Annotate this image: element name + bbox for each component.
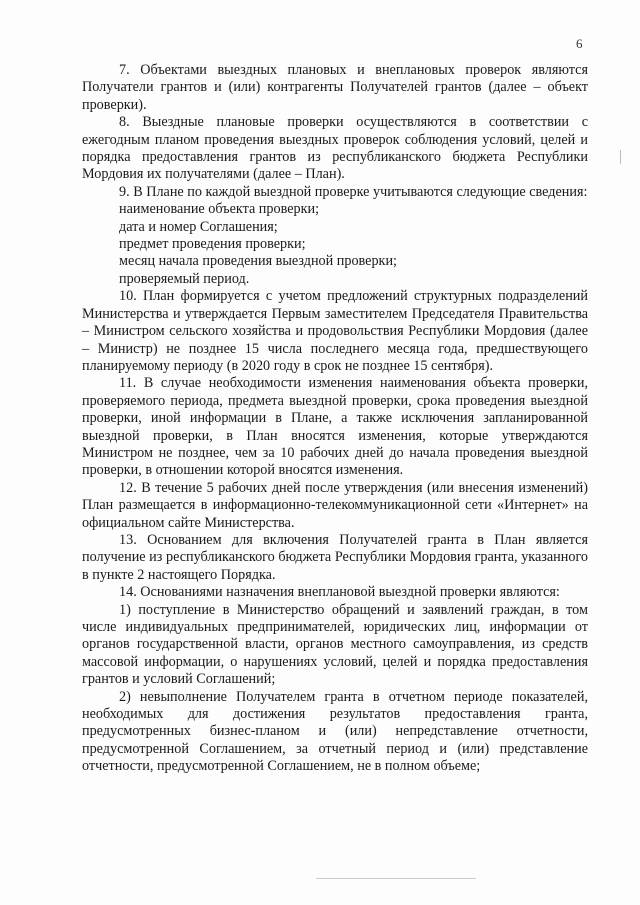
paragraph-10: 10. План формируется с учетом предложений структурных подразделений Министерства и утверждается Первым заместителем Председателя Правительства – Министром сельского хозяйства и продовольствия Республики Мордовия (далее – Министр) не позднее 15 числа последнего месяца года, предшествующего планируемому периоду (в 2020 году в срок не позднее 15 сентября). bbox=[82, 288, 588, 374]
margin-mark bbox=[620, 150, 621, 164]
paragraph-7: 7. Объектами выездных плановых и внеплановых проверок являются Получатели грантов и (или) контрагенты Получателей грантов (далее – объект проверки). bbox=[82, 62, 588, 113]
list-item: наименование объекта проверки; bbox=[119, 201, 320, 218]
paragraph-13: 13. Основанием для включения Получателей гранта в План является получение из республиканского бюджета Республики Мордовия гранта, указанного в пункте 2 настоящего Порядка. bbox=[82, 531, 588, 583]
paragraph-12: 12. В течение 5 рабочих дней после утверждения (или внесения изменений) План размещается в информационно-телекоммуникационной сети «Интернет» на официальном сайте Министерства. bbox=[82, 479, 588, 531]
list-item: проверяемый период. bbox=[119, 270, 250, 287]
paragraph-8: 8. Выездные плановые проверки осуществляются в соответствии с ежегодным планом проведения выездных проверок соблюдения условий, целей и порядка предоставления грантов из республиканского бюджета Республики Мордовия их получателями (далее – План). bbox=[82, 114, 588, 183]
paragraph-14-item-2: 2) невыполнение Получателем гранта в отчетном периоде показателей, необходимых для достижения результатов предоставления гранта, предусмотренных бизнес-планом и (или) непредставление отчетности, предусмотренной Соглашением, за отчетный период и (или) представление отчетности, предусмотренной Соглашением, не в полном объеме; bbox=[82, 688, 588, 775]
list-item: дата и номер Соглашения; bbox=[119, 218, 278, 235]
paragraph-14-item-1: 1) поступление в Министерство обращений и заявлений граждан, в том числе индивидуальных предпринимателей, юридических лиц, информации от органов государственной власти, органов местного самоуправления, из средств массовой информации, о нарушениях условий, целей и порядка предоставления грантов и условий Соглашений; bbox=[82, 601, 588, 688]
paragraph-11: 11. В случае необходимости изменения наименования объекта проверки, проверяемого периода, предмета выездной проверки, срока проведения выездной проверки, иной информации в Плане, а также исключения запланированной выездной проверки, в План вносятся изменения, которые утверждаются Министром не позднее, чем за 10 рабочих дней до начала проведения выездной проверки, в отношении которой вносятся изменения. bbox=[82, 375, 588, 479]
document-body bbox=[82, 62, 588, 776]
list-item: месяц начала проведения выездной проверки; bbox=[119, 253, 397, 270]
list-item: предмет проведения проверки; bbox=[119, 236, 306, 253]
footer-line bbox=[316, 878, 476, 879]
page-number: 6 bbox=[576, 36, 583, 51]
paragraph-9: 9. В Плане по каждой выездной проверке учитываются следующие сведения: bbox=[119, 183, 588, 200]
paragraph-14: 14. Основаниями назначения внеплановой выездной проверки являются: bbox=[119, 584, 560, 601]
